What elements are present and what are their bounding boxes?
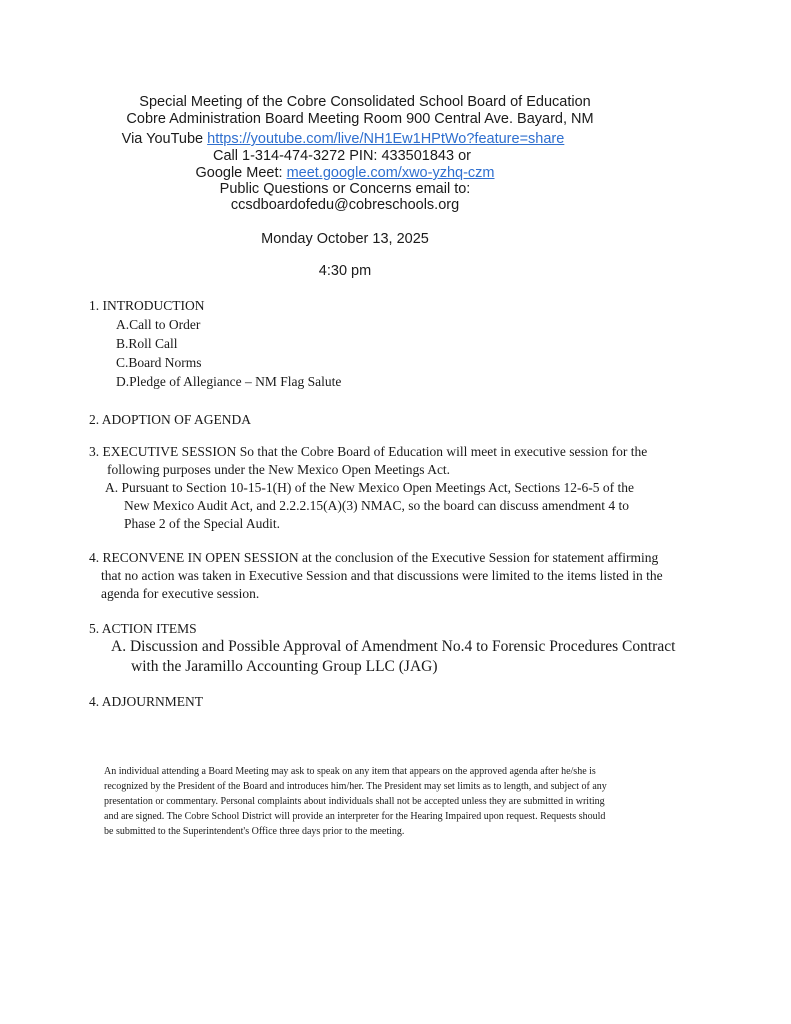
section-executive-line1: 3. EXECUTIVE SESSION So that the Cobre Board of Education will meet in executive session for the bbox=[89, 444, 648, 459]
meeting-location: Cobre Administration Board Meeting Room 900 Central Ave. Bayard, NM bbox=[126, 111, 594, 127]
meet-link[interactable]: meet.google.com/xwo-yzhq-czm bbox=[286, 165, 495, 181]
contact-email: ccsdboardofedu@cobreschools.org bbox=[230, 197, 460, 213]
meet-prefix: Google Meet: bbox=[195, 165, 283, 181]
section-adoption-title: 2. ADOPTION OF AGENDA bbox=[89, 412, 252, 427]
agenda-item: B.Roll Call bbox=[116, 336, 178, 351]
youtube-line bbox=[0, 131, 686, 147]
meeting-title: Special Meeting of the Cobre Consolidated School Board of Education bbox=[139, 94, 591, 110]
section-adjournment-title: 4. ADJOURNMENT bbox=[89, 694, 204, 709]
meeting-date: Monday October 13, 2025 bbox=[261, 231, 429, 247]
phone-line: Call 1-314-474-3272 PIN: 433501843 or bbox=[213, 148, 471, 164]
action-item-a-line2: with the Jaramillo Accounting Group LLC (JAG) bbox=[131, 658, 438, 675]
action-item-a-line1: A. Discussion and Possible Approval of Amendment No.4 to Forensic Procedures Contract bbox=[111, 638, 676, 655]
section-reconvene-line1: 4. RECONVENE IN OPEN SESSION at the conclusion of the Executive Session for statement affirming bbox=[89, 550, 659, 565]
notice-line: be submitted to the Superintendent's Office three days prior to the meeting. bbox=[104, 826, 405, 837]
notice-line: presentation or commentary. Personal complaints about individuals shall not be accepted unless they are submitted in writing bbox=[104, 796, 605, 807]
youtube-link[interactable]: https://youtube.com/live/NH1Ew1HPtWo?feature=share bbox=[207, 131, 565, 147]
questions-line: Public Questions or Concerns email to: bbox=[219, 181, 471, 197]
notice-line: recognized by the President of the Board and introduces him/her. The President may set limits as to length, and subject of any bbox=[104, 781, 607, 792]
notice-line: An individual attending a Board Meeting may ask to speak on any item that appears on the approved agenda after he/she is bbox=[104, 766, 596, 777]
meet-line bbox=[0, 165, 690, 181]
executive-item-a-line2: New Mexico Audit Act, and 2.2.2.15(A)(3) NMAC, so the board can discuss amendment 4 to bbox=[124, 498, 630, 513]
agenda-item: A.Call to Order bbox=[116, 317, 201, 332]
agenda-item: D.Pledge of Allegiance – NM Flag Salute bbox=[116, 374, 342, 389]
section-reconvene-line3: agenda for executive session. bbox=[101, 586, 260, 601]
meeting-time: 4:30 pm bbox=[318, 263, 372, 279]
section-reconvene-line2: that no action was taken in Executive Session and that discussions were limited to the items listed in the bbox=[101, 568, 663, 583]
section-introduction-title: 1. INTRODUCTION bbox=[89, 298, 205, 313]
executive-item-a-line1: A. Pursuant to Section 10-15-1(H) of the New Mexico Open Meetings Act, Sections 12-6-5 of the bbox=[105, 480, 635, 495]
agenda-item: C.Board Norms bbox=[116, 355, 202, 370]
section-action-title: 5. ACTION ITEMS bbox=[89, 621, 197, 636]
section-executive-line2: following purposes under the New Mexico Open Meetings Act. bbox=[107, 462, 451, 477]
youtube-prefix: Via YouTube bbox=[121, 131, 204, 147]
executive-item-a-line3: Phase 2 of the Special Audit. bbox=[124, 516, 280, 531]
notice-line: and are signed. The Cobre School District will provide an interpreter for the Hearing Impaired upon request. Requests should bbox=[104, 811, 606, 822]
